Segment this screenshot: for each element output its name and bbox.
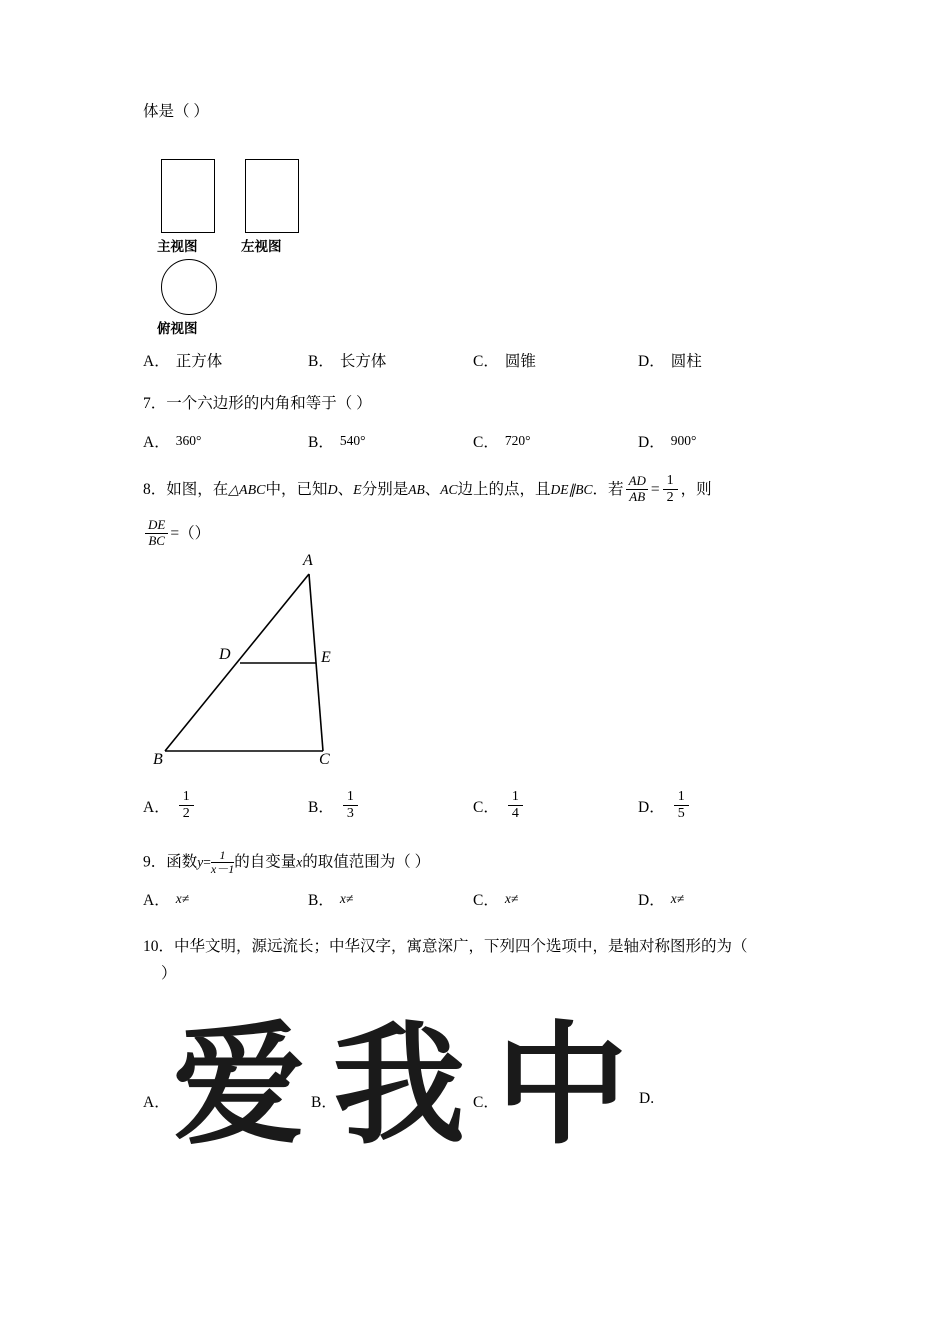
q9-eq: =	[203, 854, 211, 870]
q8-option-d-den: 5	[674, 805, 689, 822]
q8-de-num: DE	[148, 516, 166, 532]
q7-option-c-label: C．	[473, 433, 499, 451]
q7-option-b[interactable]	[308, 430, 473, 452]
q8-triangle-symbol: △	[228, 482, 240, 498]
q8-equals: =	[650, 480, 660, 498]
q6-option-a[interactable]	[143, 349, 308, 371]
q7-option-c-text: 720	[504, 432, 526, 448]
q9-stem-p2: 的自变量	[234, 853, 297, 871]
q6-option-c[interactable]	[473, 349, 638, 371]
q6-stem-tail: 体是（ ）	[143, 103, 209, 120]
q6-option-d-text: 圆柱	[670, 353, 702, 371]
q7-option-c-unit: °	[525, 432, 531, 448]
q8-option-c-num: 1	[511, 788, 519, 804]
triangle-label-B: B	[153, 750, 163, 768]
q9-stem-p1: 9．函数	[143, 853, 198, 871]
q9-option-a-text: x≠	[175, 891, 190, 907]
q9-options	[143, 888, 823, 910]
front-view-label: 主视图	[157, 239, 198, 255]
q9-fraction	[211, 849, 234, 876]
q8-stem-p1: 8．如图，在	[143, 480, 229, 498]
q8-triangle-figure	[143, 551, 823, 786]
q8-option-d-label: D．	[638, 799, 665, 817]
q8-stem-p3: 分别是	[361, 480, 409, 498]
q8-seg-bc: BC	[575, 481, 593, 497]
side-view-rect	[245, 159, 299, 233]
q8-option-b-label: B．	[308, 799, 334, 817]
q10-option-b[interactable]	[311, 1090, 476, 1112]
question-6	[143, 100, 823, 371]
top-view-circle	[161, 259, 217, 315]
q8-stem-line2	[143, 516, 823, 550]
q8-option-c-fraction	[508, 789, 523, 822]
q7-option-a-label: A．	[143, 433, 170, 451]
q8-option-d-num: 1	[677, 788, 685, 804]
q9-var-y: y	[197, 854, 204, 870]
q6-option-b-label: B．	[308, 353, 334, 371]
triangle-label-E: E	[321, 648, 331, 666]
q9-option-b-text: x≠	[339, 891, 354, 907]
q8-ratio-de-bc	[145, 518, 168, 549]
q8-stem-p5: ．若	[592, 480, 624, 498]
question-10	[143, 934, 823, 987]
q9-option-d-text: x≠	[670, 891, 685, 907]
q8-point-e: E	[353, 482, 362, 498]
q8-point-d: D	[327, 482, 338, 498]
q8-option-c-label: C．	[473, 799, 499, 817]
q8-stem-p6: ，则	[680, 480, 712, 498]
q6-option-d-label: D．	[638, 353, 665, 371]
q9-stem-p3: 的取值范围为（ ）	[302, 853, 431, 871]
q8-option-a[interactable]	[143, 790, 308, 823]
q6-three-views-figure	[143, 131, 823, 337]
q8-seg-ab: AB	[408, 481, 425, 497]
q9-option-c-text: x≠	[504, 891, 519, 907]
q8-option-a-label: A．	[143, 799, 170, 817]
q6-option-d[interactable]	[638, 349, 803, 371]
q10-hanzi-zhong: 中	[496, 1009, 628, 1163]
triangle-label-A: A	[303, 551, 313, 569]
q9-option-c-label: C．	[473, 892, 499, 910]
q8-triangle-abc: ABC	[239, 482, 266, 498]
question-9	[143, 849, 823, 910]
triangle-label-D: D	[219, 645, 231, 663]
q8-stem-p4: 边上的点，且	[457, 480, 551, 498]
q10-option-c-label: C．	[473, 1094, 499, 1111]
q6-option-c-label: C．	[473, 353, 499, 371]
q8-option-a-den: 2	[179, 805, 194, 822]
q8-ratio-num: AD	[628, 472, 646, 488]
q8-option-d-fraction	[674, 789, 689, 822]
q8-option-a-num: 1	[182, 788, 190, 804]
triangle-svg	[143, 556, 543, 786]
q8-options	[143, 790, 823, 823]
q9-option-a[interactable]	[143, 888, 308, 910]
question-7	[143, 391, 823, 451]
q8-value-half	[663, 473, 678, 506]
q6-option-a-text: 正方体	[175, 353, 223, 371]
q8-stem-p2: 中，已知	[265, 480, 328, 498]
q8-option-b[interactable]	[308, 790, 473, 823]
q8-ratio-den: AB	[626, 489, 648, 505]
q8-ratio-ad-ab	[626, 474, 649, 505]
q9-frac-num: 1	[219, 847, 226, 862]
q9-var-x: x	[296, 854, 303, 870]
q8-option-b-num: 1	[346, 788, 354, 804]
q7-option-a[interactable]	[143, 430, 308, 452]
q8-value-num: 1	[666, 472, 674, 488]
question-8	[143, 474, 823, 823]
q8-value-den: 2	[663, 489, 678, 506]
q9-stem	[143, 849, 823, 876]
q6-option-c-text: 圆锥	[504, 353, 536, 371]
q10-option-c[interactable]	[473, 1090, 638, 1112]
q9-option-d[interactable]	[638, 888, 803, 910]
q8-option-d[interactable]	[638, 790, 803, 823]
q8-stem-line1: 8．如图，在△ABC中，已知D、E分别是AB、AC边上的点，且DE∥BC．若 $\frac{AD}{AB}$ = $\frac{1}{2}$ ，则	[143, 472, 712, 505]
triangle-label-C: C	[319, 750, 330, 768]
q8-option-c-den: 4	[508, 805, 523, 822]
q9-option-d-label: D．	[638, 892, 665, 910]
top-view-label: 俯视图	[157, 321, 198, 337]
q10-stem-line2: ）	[161, 964, 177, 982]
q10-option-b-label: B．	[311, 1094, 337, 1111]
q7-option-a-unit: °	[195, 432, 202, 448]
q6-options	[143, 349, 823, 371]
q7-option-b-label: B．	[308, 433, 334, 451]
q7-option-d[interactable]	[638, 430, 803, 452]
q10-stem-line1: 10．中华文明，源远流长；中华汉字，寓意深广，下列四个选项中，是轴对称图形的为（	[143, 938, 748, 956]
q10-option-a[interactable]	[143, 1090, 308, 1112]
q7-option-b-text: 540	[339, 432, 361, 448]
q8-option-b-fraction	[343, 789, 358, 822]
q7-option-a-text: 360	[175, 432, 196, 448]
q10-option-d-label: D.	[639, 1090, 655, 1107]
q7-stem: 7．一个六边形的内角和等于（ ）	[143, 395, 372, 413]
q10-option-d[interactable]	[639, 1090, 804, 1108]
q10-hanzi-wo: 我	[333, 1009, 465, 1163]
q9-option-c[interactable]	[473, 888, 638, 910]
q9-frac-den: x－1	[210, 862, 235, 877]
q9-option-b[interactable]	[308, 888, 473, 910]
q8-bc-den: BC	[145, 533, 168, 549]
q9-option-b-label: B．	[308, 892, 334, 910]
q7-option-d-unit: °	[690, 432, 697, 448]
q9-option-a-label: A．	[143, 892, 170, 910]
q8-option-c[interactable]	[473, 790, 638, 823]
q7-option-c[interactable]	[473, 430, 638, 452]
q6-option-b-text: 长方体	[339, 353, 387, 371]
q6-option-a-label: A．	[143, 353, 170, 371]
side-view-label: 左视图	[241, 239, 282, 255]
q8-de-parallel: DE∥	[550, 481, 576, 497]
q7-option-b-unit: °	[360, 432, 366, 448]
q10-hanzi-ai: 爱	[173, 1009, 305, 1163]
q10-option-a-label: A．	[143, 1094, 170, 1111]
q7-option-d-text: 900	[670, 432, 691, 448]
front-view-rect	[161, 159, 215, 233]
q8-option-b-den: 3	[343, 805, 358, 822]
q7-option-d-label: D．	[638, 433, 665, 451]
q6-option-b[interactable]	[308, 349, 473, 371]
q8-line2-eq: =（）	[170, 524, 211, 542]
q8-seg-ac: AC	[440, 481, 458, 497]
q8-option-a-fraction	[179, 789, 194, 822]
q7-options	[143, 430, 823, 452]
exam-content	[143, 100, 823, 1001]
